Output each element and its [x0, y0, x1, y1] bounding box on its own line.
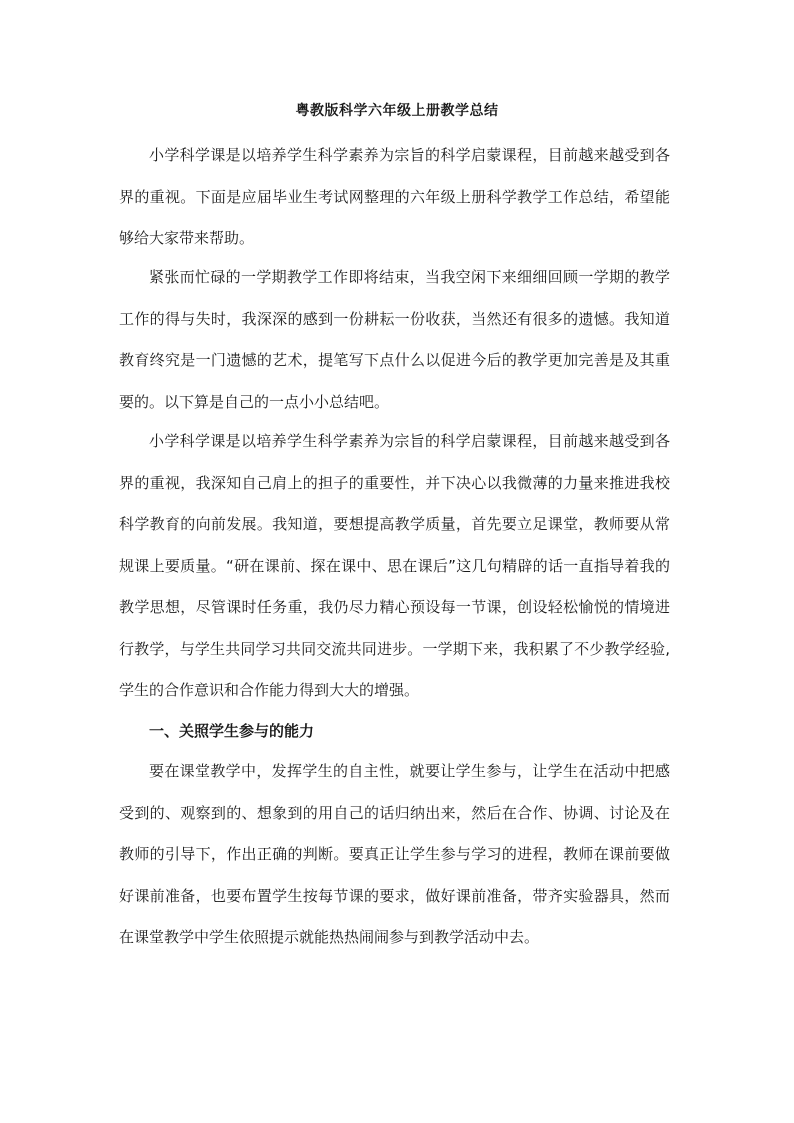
paragraph-teaching-approach: 小学科学课是以培养学生科学素养为宗旨的科学启蒙课程，目前越来越受到各界的重视，我深知自己肩上的担子的重要性，并下决心以我微薄的力量来推进我校科学教育的向前发展。我知道，要想提高教学质量，首先要立足课堂，教师要从常规课上要质量。“研在课前、探在课中、思在课后”这几句精辟的话一直指导着我的教学思想，尽管课时任务重，我仍尽力精心预设每一节课，创设轻松愉悦的情境进行教学，与学生共同学习共同交流共同进步。一学期下来，我积累了不少教学经验,学生的合作意识和合作能力得到大大的增强。 — [119, 432, 670, 699]
paragraph-reflection: 紧张而忙碌的一学期教学工作即将结束，当我空闲下来细细回顾一学期的教学工作的得与失时，我深深的感到一份耕耘一份收获，当然还有很多的遗憾。我知道教育终究是一门遗憾的艺术，提笔写下点什么以促进今后的教学更加完善是及其重要的。以下算是自己的一点小小总结吧。 — [119, 268, 670, 411]
paragraph-intro: 小学科学课是以培养学生科学素养为宗旨的科学启蒙课程，目前越来越受到各界的重视。下面是应届毕业生考试网整理的六年级上册科学教学工作总结，希望能够给大家带来帮助。 — [119, 146, 670, 247]
paragraph-student-participation: 要在课堂教学中，发挥学生的自主性，就要让学生参与，让学生在活动中把感受到的、观察到的、想象到的用自己的话归纳出来，然后在合作、协调、讨论及在教师的引导下，作出正确的判断。要真正让学生参与学习的进程，教师在课前要做好课前准备，也要布置学生按每节课的要求，做好课前准备，带齐实验器具，然而在课堂教学中学生依照提示就能热热闹闹参与到教学活动中去。 — [119, 762, 670, 946]
section-heading-student-participation: 一、关照学生参与的能力 — [149, 722, 315, 740]
document-title: 粤教版科学六年级上册教学总结 — [295, 103, 499, 119]
